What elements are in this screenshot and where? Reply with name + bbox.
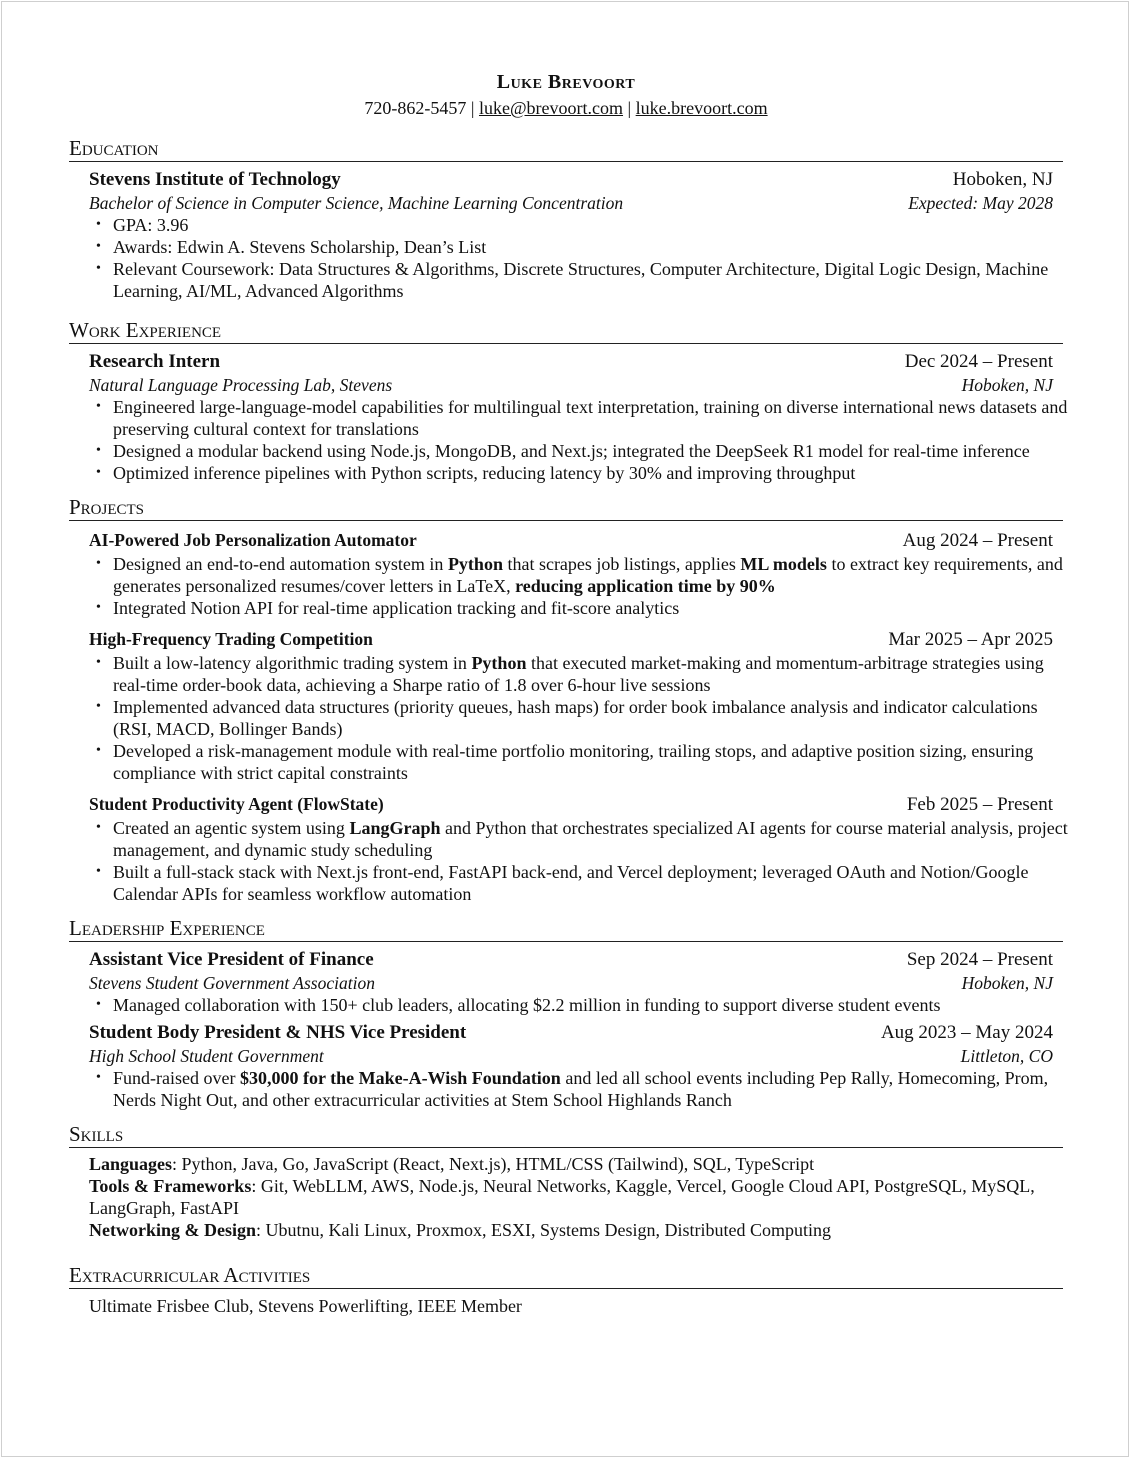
section-title-extracurricular: Extracurricular Activities — [69, 1263, 1063, 1289]
leadership-date: Aug 2023 – May 2024 — [880, 1022, 1053, 1043]
list-item: • Built a full-stack stack with Next.js front-end, FastAPI back-end, and Vercel deployment; leveraged OAuth and Notion/Google Calendar APIs for seamless workflow automation — [69, 861, 1079, 905]
website-link[interactable]: luke.brevoort.com — [635, 98, 768, 118]
education-header-row — [89, 168, 1053, 192]
skill-label: Networking & Design — [89, 1220, 256, 1240]
skill-values: : Git, WebLLM, AWS, Node.js, Neural Networks, Kaggle, Vercel, Google Cloud API, PostgreSQL, MySQL, LangGraph, FastAPI — [89, 1176, 1035, 1218]
list-item: • GPA: 3.96 — [69, 214, 1079, 236]
keyword: $30,000 for the Make-A-Wish Foundation — [239, 1068, 561, 1088]
text: Fund-raised over — [113, 1068, 240, 1088]
project-date: Aug 2024 – Present — [902, 530, 1053, 551]
graduation-date: Expected: May 2028 — [908, 193, 1053, 213]
list-item — [69, 652, 1079, 696]
skills-languages — [89, 1153, 1063, 1175]
leadership-sub-row — [89, 1045, 1053, 1067]
list-item: • Integrated Notion API for real-time application tracking and fit-score analytics — [69, 597, 1079, 619]
leadership-bullets — [69, 1067, 1063, 1111]
list-item: • Awards: Edwin A. Stevens Scholarship, Dean’s List — [69, 236, 1079, 258]
separator: | — [627, 98, 632, 118]
list-item: • Implemented advanced data structures (priority queues, hash maps) for order book imbalance analysis and indicator calculations (RSI, MACD, Bollinger Bands) — [69, 696, 1079, 740]
extracurricular-text: Ultimate Frisbee Club, Stevens Powerlifting, IEEE Member — [89, 1296, 522, 1316]
leadership-sub-row — [89, 972, 1053, 994]
employer: Natural Language Processing Lab, Stevens — [89, 375, 393, 395]
project-bullets — [69, 553, 1063, 619]
section-title-skills: Skills — [69, 1122, 1063, 1148]
section-title-work: Work Experience — [69, 318, 1063, 344]
job-location: Hoboken, NJ — [961, 375, 1053, 395]
resume-page — [1, 1, 1129, 1457]
leadership-org: Stevens Student Government Association — [89, 973, 375, 993]
skill-values: : Ubutnu, Kali Linux, Proxmox, ESXI, Systems Design, Distributed Computing — [256, 1220, 831, 1240]
text: Created an agentic system using — [113, 818, 350, 838]
candidate-name: Luke Brevoort — [496, 71, 636, 93]
education-entry — [69, 168, 1063, 214]
work-bullets — [69, 396, 1068, 484]
project-entry — [69, 628, 1063, 652]
project-header-row — [89, 628, 1053, 652]
list-item — [69, 817, 1079, 861]
text: Built a low-latency algorithmic trading system in — [113, 653, 472, 673]
school-location: Hoboken, NJ — [952, 169, 1053, 190]
job-title: Research Intern — [89, 351, 221, 372]
school-name: Stevens Institute of Technology — [89, 169, 341, 190]
contact-line — [69, 96, 1063, 120]
text: and led all school events including Pep Rally, Homecoming, Prom, Nerds Night Out, and other extracurricular activities at Stem School Highlands Ranch — [113, 1068, 1049, 1110]
project-entry — [69, 529, 1063, 553]
skills-networking — [89, 1219, 1063, 1241]
email-link[interactable]: luke@brevoort.com — [478, 98, 624, 118]
list-item: • Relevant Coursework: Data Structures & Algorithms, Discrete Structures, Computer Architecture, Digital Logic Design, Machine Learning, AI/ML, Advanced Algorithms — [69, 258, 1079, 302]
education-sub-row — [89, 192, 1053, 214]
list-item: • Developed a risk-management module with real-time portfolio monitoring, trailing stops, and adaptive position sizing, ensuring compliance with strict capital constraints — [69, 740, 1079, 784]
project-entry — [69, 793, 1063, 817]
degree: Bachelor of Science in Computer Science, Machine Learning Concentration — [89, 193, 624, 213]
section-title-projects: Projects — [69, 495, 1063, 521]
leadership-header-row — [89, 1021, 1053, 1045]
project-date: Mar 2025 – Apr 2025 — [888, 629, 1053, 650]
list-item: • Engineered large-language-model capabilities for multilingual text interpretation, training on diverse international news datasets and preserving cultural context for translations — [69, 396, 1079, 440]
leadership-header-row — [89, 948, 1053, 972]
work-sub-row — [89, 374, 1053, 396]
project-name: High-Frequency Trading Competition — [89, 629, 373, 649]
skills-tools — [89, 1175, 1063, 1219]
text: and Python that orchestrates specialized AI agents for course material analysis, project management, and dynamic study scheduling — [113, 818, 1068, 860]
list-item: • Designed a modular backend using Node.js, MongoDB, and Next.js; integrated the DeepSeek R1 model for real-time inference — [69, 440, 1079, 462]
phone: 720-862-5457 — [364, 98, 467, 118]
project-bullets — [69, 817, 1068, 905]
leadership-location: Littleton, CO — [960, 1046, 1053, 1066]
project-date: Feb 2025 – Present — [906, 794, 1053, 815]
skill-label: Languages — [89, 1154, 173, 1174]
keyword: reducing application time by 90% — [515, 576, 776, 596]
keyword: LangGraph — [349, 818, 441, 838]
leadership-location: Hoboken, NJ — [961, 973, 1053, 993]
work-header-row — [89, 350, 1053, 374]
education-bullets — [69, 214, 1063, 302]
leadership-org: High School Student Government — [89, 1046, 324, 1066]
skill-values: : Python, Java, Go, JavaScript (React, Next.js), HTML/CSS (Tailwind), SQL, TypeScript — [172, 1154, 815, 1174]
leadership-entry — [69, 1021, 1063, 1067]
keyword: Python — [447, 554, 503, 574]
list-item — [69, 553, 1079, 597]
project-header-row — [89, 793, 1053, 817]
text: that scrapes job listings, applies — [502, 554, 741, 574]
leadership-date: Sep 2024 – Present — [906, 949, 1053, 970]
keyword: ML models — [740, 554, 827, 574]
resume-content — [69, 70, 1068, 1317]
skill-label: Tools & Frameworks — [89, 1176, 252, 1196]
list-item: • Managed collaboration with 150+ club leaders, allocating $2.2 million in funding to support diverse student events — [69, 994, 1079, 1016]
text: that executed market-making and momentum-arbitrage strategies using real-time order-book data, achieving a Sharpe ratio of 1.8 over 6-hour live sessions — [113, 653, 1044, 695]
work-entry — [69, 350, 1063, 396]
section-title-leadership: Leadership Experience — [69, 916, 1063, 942]
project-name: Student Productivity Agent (FlowState) — [89, 794, 384, 814]
text: Designed an end-to-end automation system in — [113, 554, 448, 574]
list-item: • Optimized inference pipelines with Python scripts, reducing latency by 30% and improving throughput — [69, 462, 1079, 484]
keyword: Python — [471, 653, 527, 673]
list-item — [69, 1067, 1079, 1111]
leadership-entry — [69, 948, 1063, 994]
text: to extract key requirements, and generates personalized resumes/cover letters in LaTeX, — [113, 554, 1063, 596]
separator: | — [470, 98, 475, 118]
section-title-education: Education — [69, 136, 1063, 162]
project-name: AI-Powered Job Personalization Automator — [89, 530, 417, 550]
project-bullets — [69, 652, 1063, 784]
leadership-role: Assistant Vice President of Finance — [89, 949, 374, 970]
job-date: Dec 2024 – Present — [904, 351, 1053, 372]
leadership-role: Student Body President & NHS Vice President — [89, 1022, 467, 1043]
skills-block — [69, 1153, 1063, 1241]
leadership-bullets — [69, 994, 1063, 1016]
project-header-row — [89, 529, 1053, 553]
